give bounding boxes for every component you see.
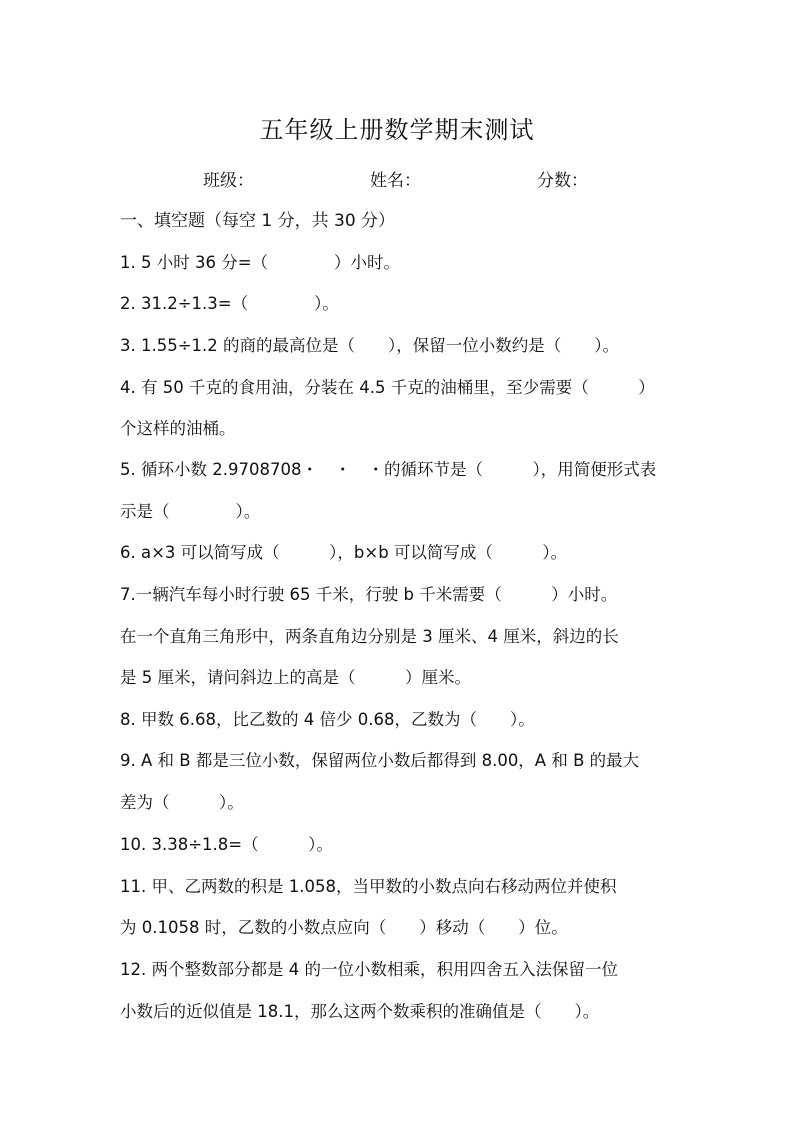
question-line-1: 1. 5 小时 36 分=（ ）小时。 xyxy=(120,253,401,272)
question-line-3: 3. 1.55÷1.2 的商的最高位是（ ），保留一位小数约是（ ）。 xyxy=(120,336,620,355)
score-label: 分数： xyxy=(537,171,588,191)
page-title: 五年级上册数学期末测试 xyxy=(259,116,535,144)
question-line-7-extra-cont: 是 5 厘米，请问斜边上的高是（ ）厘米。 xyxy=(120,668,471,687)
question-line-4-cont: 个这样的油桶。 xyxy=(120,419,236,438)
question-line-7: 7.一辆汽车每小时行驶 65 千米，行驶 b 千米需要（ ）小时。 xyxy=(120,585,618,604)
question-line-12: 12. 两个整数部分都是 4 的一位小数相乘，积用四舍五入法保留一位 xyxy=(120,960,618,979)
name-label: 姓名： xyxy=(370,171,421,191)
question-line-11: 11. 甲、乙两数的积是 1.058，当甲数的小数点向右移动两位并使积 xyxy=(120,877,617,896)
question-line-2: 2. 31.2÷1.3=（ ）。 xyxy=(120,294,339,313)
question-line-5: 5. 循环小数 2.9708708・ ・ ・的循环节是（ ），用简便形式表 xyxy=(120,460,657,479)
question-line-11-cont: 为 0.1058 时，乙数的小数点应向（ ）移动（ ）位。 xyxy=(120,918,568,937)
question-line-10: 10. 3.38÷1.8=（ ）。 xyxy=(120,835,333,854)
question-line-12-cont: 小数后的近似值是 18.1，那么这两个数乘积的准确值是（ ）。 xyxy=(120,1002,600,1021)
student-info-row xyxy=(0,168,794,194)
question-line-8: 8. 甲数 6.68，比乙数的 4 倍少 0.68，乙数为（ ）。 xyxy=(120,710,535,729)
question-line-9: 9. A 和 B 都是三位小数，保留两位小数后都得到 8.00，A 和 B 的最大 xyxy=(120,751,640,770)
question-line-9-cont: 差为（ ）。 xyxy=(120,793,244,812)
question-line-7-extra: 在一个直角三角形中，两条直角边分别是 3 厘米、4 厘米，斜边的长 xyxy=(120,627,619,646)
question-line-4: 4. 有 50 千克的食用油，分装在 4.5 千克的油桶里，至少需要（ ） xyxy=(120,378,655,397)
section-heading: 一、填空题（每空 1 分，共 30 分） xyxy=(120,211,396,231)
question-line-5-cont: 示是（ ）。 xyxy=(120,502,261,521)
question-line-6: 6. a×3 可以简写成（ ），b×b 可以简写成（ ）。 xyxy=(120,543,568,562)
class-label: 班级： xyxy=(203,171,254,191)
